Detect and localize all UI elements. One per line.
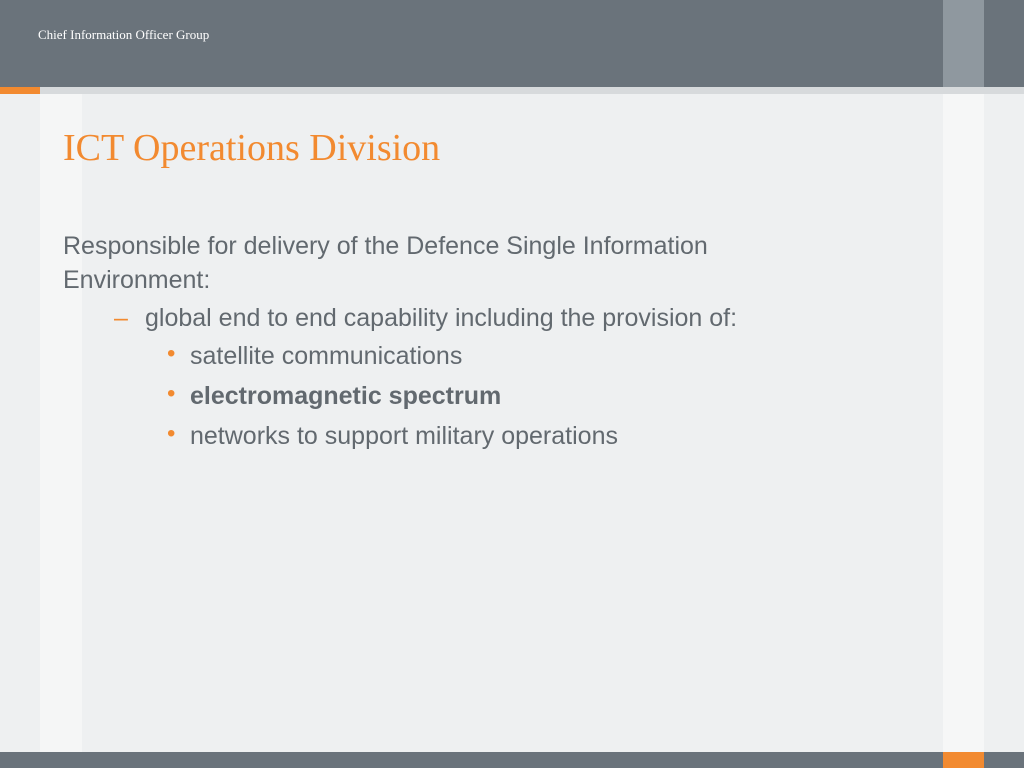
intro-paragraph: Responsible for delivery of the Defence Single Information Environment: <box>63 232 708 294</box>
orange-accent-bottom-right <box>943 752 984 768</box>
bullet-text: satellite communications <box>190 342 463 370</box>
header-rule <box>40 87 1024 94</box>
bullet-text: networks to support military operations <box>190 422 618 450</box>
header-group-name: Chief Information Officer Group <box>38 27 210 42</box>
header-bar <box>0 0 1024 87</box>
sub-item <box>114 301 883 335</box>
bullet-item <box>167 339 883 373</box>
right-decorative-stripe <box>943 0 984 94</box>
bullet-text: electromagnetic spectrum <box>190 382 502 410</box>
orange-accent-left <box>0 87 40 94</box>
sub-item-text: global end to end capability including the provision of: <box>145 304 738 332</box>
bullet-item <box>167 379 883 413</box>
slide-title: ICT Operations Division <box>63 127 441 169</box>
bullet-marker: • <box>167 380 176 407</box>
dash-marker: – <box>114 304 128 332</box>
bullet-marker: • <box>167 420 176 447</box>
slide-content <box>63 229 883 459</box>
bullet-item <box>167 419 883 453</box>
footer-bar <box>0 752 1024 768</box>
bullet-marker: • <box>167 340 176 367</box>
right-side-panel <box>943 94 984 752</box>
